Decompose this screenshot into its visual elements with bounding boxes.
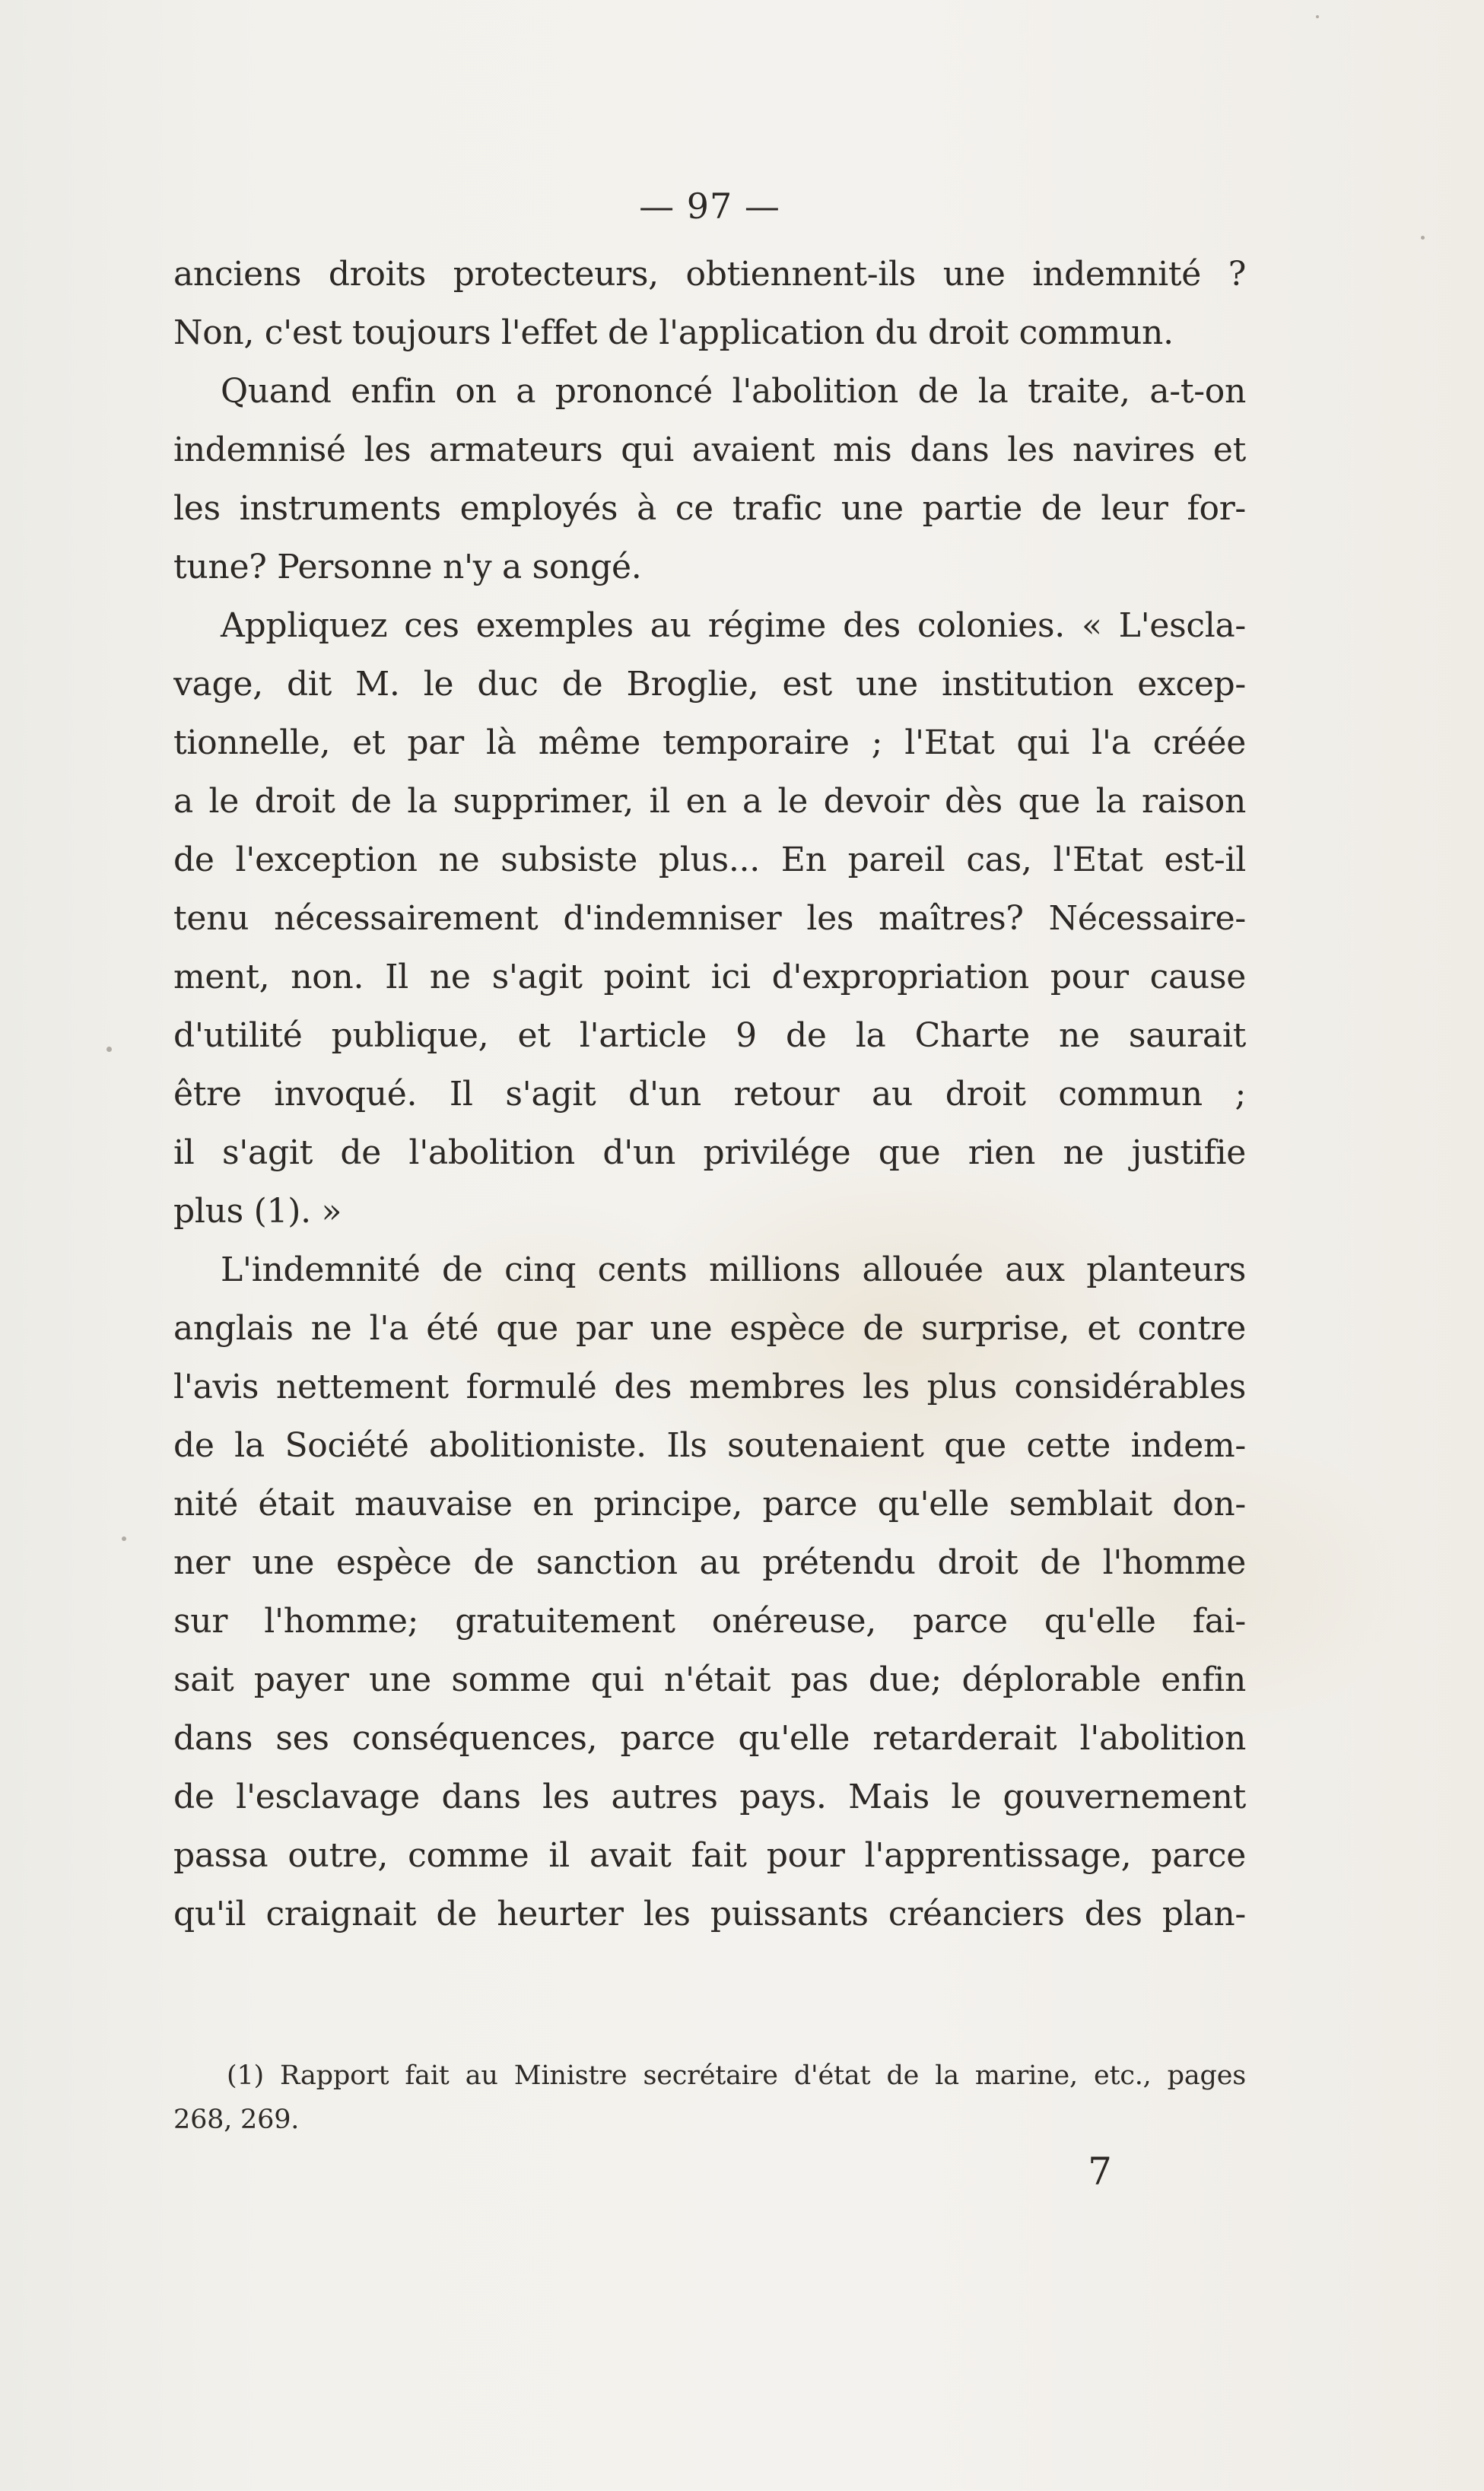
- text-line: plus (1). »: [173, 1192, 342, 1231]
- text-line: passa outre, comme il avait fait pour l'apprentissage, parce: [173, 1836, 1246, 1875]
- text-line: dans ses conséquences, parce qu'elle retarderait l'abolition: [173, 1719, 1246, 1758]
- text-line: ner une espèce de sanction au prétendu droit de l'homme: [173, 1543, 1246, 1582]
- text-line: les instruments employés à ce trafic une partie de leur for-: [173, 489, 1246, 528]
- text-line: tune? Personne n'y a songé.: [173, 548, 642, 586]
- text-line: L'indemnité de cinq cents millions allouée aux planteurs: [221, 1250, 1246, 1289]
- text-line: l'avis nettement formulé des membres les plus considérables: [173, 1368, 1246, 1406]
- paper-speck: [122, 1536, 126, 1541]
- paragraph-lines: [173, 245, 1246, 1943]
- text-line: anglais ne l'a été que par une espèce de surprise, et contre: [173, 1309, 1246, 1348]
- footnote-lines: [173, 2054, 1246, 2142]
- footnote-line: 268, 269.: [173, 2105, 300, 2135]
- text-line: d'utilité publique, et l'article 9 de la Charte ne saurait: [173, 1016, 1246, 1055]
- text-line: qu'il craignait de heurter les puissants créanciers des plan-: [173, 1895, 1246, 1933]
- text-line: sait payer une somme qui n'était pas due; déplorable enfin: [173, 1660, 1246, 1699]
- text-line: Non, c'est toujours l'effet de l'application du droit commun.: [173, 313, 1174, 352]
- text-line: sur l'homme; gratuitement onéreuse, parce qu'elle fai-: [173, 1602, 1246, 1641]
- footnote-line: (1) Rapport fait au Ministre secrétaire d'état de la marine, etc., pages: [227, 2060, 1246, 2091]
- text-line: anciens droits protecteurs, obtiennent-ils une indemnité ?: [173, 255, 1246, 294]
- signature-mark: 7: [1088, 2149, 1112, 2194]
- text-line: de l'exception ne subsiste plus... En pareil cas, l'Etat est-il: [173, 840, 1246, 879]
- paper-speck: [1421, 236, 1425, 240]
- text-line: être invoqué. Il s'agit d'un retour au droit commun ;: [173, 1075, 1246, 1114]
- main-text: [173, 183, 1246, 1943]
- text-line: tenu nécessairement d'indemniser les maîtres? Nécessaire-: [173, 899, 1246, 938]
- text-line: il s'agit de l'abolition d'un privilége que rien ne justifie: [173, 1133, 1246, 1172]
- text-line: Quand enfin on a prononcé l'abolition de la traite, a-t-on: [221, 372, 1246, 411]
- text-line: a le droit de la supprimer, il en a le devoir dès que la raison: [173, 782, 1246, 821]
- paper-speck: [106, 1047, 112, 1052]
- text-line: ment, non. Il ne s'agit point ici d'expropriation pour cause: [173, 958, 1246, 996]
- text-line: indemnisé les armateurs qui avaient mis dans les navires et: [173, 431, 1246, 469]
- page-number: — 97 —: [639, 186, 780, 227]
- text-line: Appliquez ces exemples au régime des colonies. « L'escla-: [221, 606, 1246, 645]
- text-line: nité était mauvaise en principe, parce qu'elle semblait don-: [173, 1485, 1246, 1524]
- footnote: [173, 2054, 1246, 2142]
- text-line: de la Société abolitioniste. Ils soutenaient que cette indem-: [173, 1426, 1246, 1465]
- text-line: tionnelle, et par là même temporaire ; l'Etat qui l'a créée: [173, 723, 1246, 762]
- paper-speck: [1316, 15, 1319, 18]
- text-line: de l'esclavage dans les autres pays. Mais le gouvernement: [173, 1778, 1246, 1816]
- text-line: vage, dit M. le duc de Broglie, est une institution excep-: [173, 665, 1246, 704]
